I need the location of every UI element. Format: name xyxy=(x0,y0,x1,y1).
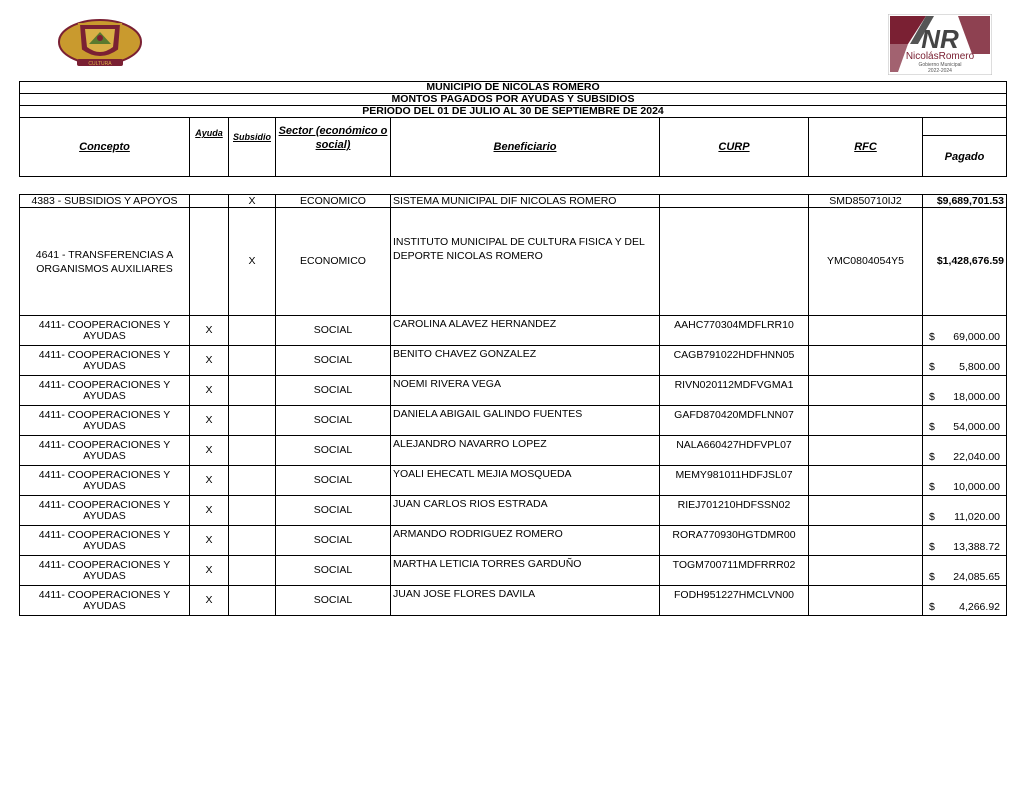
curp-cell: MEMY981011HDFJSL07 xyxy=(660,466,809,496)
rfc-cell xyxy=(809,346,923,376)
pagado-cell: $1,428,676.59 xyxy=(923,208,1007,316)
report-header xyxy=(19,81,1007,177)
column-header-concepto: Concepto xyxy=(20,118,190,177)
currency-symbol: $ xyxy=(929,511,935,523)
ayuda-cell: X xyxy=(190,346,229,376)
beneficiario-line1: INSTITUTO MUNICIPAL DE CULTURA FISICA Y DEL xyxy=(393,236,645,248)
table-row xyxy=(20,556,1007,586)
beneficiario-line2: DEPORTE NICOLAS ROMERO xyxy=(393,250,543,262)
subsidio-cell xyxy=(229,586,276,616)
curp-cell: FODH951227HMCLVN00 xyxy=(660,586,809,616)
ayuda-cell: X xyxy=(190,316,229,346)
pagado-amount: 4,266.92 xyxy=(959,601,1000,613)
beneficiario-cell: MARTHA LETICIA TORRES GARDUÑO xyxy=(391,556,660,586)
ayuda-cell: X xyxy=(190,496,229,526)
beneficiario-cell: YOALI EHECATL MEJIA MOSQUEDA xyxy=(391,466,660,496)
curp-cell: TOGM700711MDFRRR02 xyxy=(660,556,809,586)
pagado-cell xyxy=(923,496,1007,526)
ayuda-cell: X xyxy=(190,436,229,466)
column-header-rfc: RFC xyxy=(809,118,923,177)
concepto-line2: AYUDAS xyxy=(83,389,126,402)
table-row xyxy=(20,436,1007,466)
sector-cell: SOCIAL xyxy=(276,526,391,556)
rfc-cell xyxy=(809,496,923,526)
logo-initials: NR xyxy=(921,24,959,54)
rfc-cell xyxy=(809,376,923,406)
currency-symbol: $ xyxy=(929,601,935,613)
table-row xyxy=(20,526,1007,556)
pagado-cell xyxy=(923,466,1007,496)
sector-cell: ECONOMICO xyxy=(276,195,391,208)
beneficiario-cell xyxy=(391,208,660,316)
concepto-line2: AYUDAS xyxy=(83,329,126,342)
beneficiario-cell: DANIELA ABIGAIL GALINDO FUENTES xyxy=(391,406,660,436)
concepto-line1: 4411- COOPERACIONES Y xyxy=(38,438,171,451)
logo-years: 2022-2024 xyxy=(928,68,952,74)
subsidio-cell xyxy=(229,526,276,556)
column-header-subsidio: Subsidio xyxy=(229,118,276,177)
rfc-cell: YMC0804054Y5 xyxy=(809,208,923,316)
sector-cell: SOCIAL xyxy=(276,406,391,436)
pagado-cell xyxy=(923,376,1007,406)
subsidio-cell xyxy=(229,346,276,376)
pagado-amount: 24,085.65 xyxy=(953,571,1000,583)
beneficiario-cell: JUAN CARLOS RIOS ESTRADA xyxy=(391,496,660,526)
rfc-cell xyxy=(809,586,923,616)
curp-cell: NALA660427HDFVPL07 xyxy=(660,436,809,466)
concepto-line1: 4411- COOPERACIONES Y xyxy=(38,348,171,361)
rfc-cell xyxy=(809,556,923,586)
sector-cell: SOCIAL xyxy=(276,376,391,406)
report-title-municipality: MUNICIPIO DE NICOLAS ROMERO xyxy=(20,82,1007,94)
concepto-line2: AYUDAS xyxy=(83,509,126,522)
ayuda-cell: X xyxy=(190,406,229,436)
table-row xyxy=(20,376,1007,406)
column-header-pagado-cell xyxy=(923,118,1007,177)
curp-cell: RORA770930HGTDMR00 xyxy=(660,526,809,556)
pagado-amount: 18,000.00 xyxy=(953,391,1000,403)
sector-cell: SOCIAL xyxy=(276,436,391,466)
curp-cell xyxy=(660,195,809,208)
subsidio-cell xyxy=(229,376,276,406)
currency-symbol: $ xyxy=(929,391,935,403)
currency-symbol: $ xyxy=(929,571,935,583)
sector-cell: ECONOMICO xyxy=(276,208,391,316)
ayuda-cell xyxy=(190,195,229,208)
curp-cell: RIVN020112MDFVGMA1 xyxy=(660,376,809,406)
column-header-curp: CURP xyxy=(660,118,809,177)
concepto-cell xyxy=(20,466,190,496)
concepto-line2: AYUDAS xyxy=(83,539,126,552)
coat-label: CULTURA xyxy=(88,61,112,67)
sector-cell: SOCIAL xyxy=(276,496,391,526)
ayuda-cell: X xyxy=(190,586,229,616)
currency-symbol: $ xyxy=(929,481,935,493)
pagado-cell xyxy=(923,346,1007,376)
curp-cell: GAFD870420MDFLNN07 xyxy=(660,406,809,436)
pagado-cell xyxy=(923,406,1007,436)
sector-cell: SOCIAL xyxy=(276,586,391,616)
pagado-cell xyxy=(923,436,1007,466)
beneficiario-cell: ALEJANDRO NAVARRO LOPEZ xyxy=(391,436,660,466)
column-header-beneficiario: Beneficiario xyxy=(391,118,660,177)
concepto-cell xyxy=(20,526,190,556)
concepto-line1: 4411- COOPERACIONES Y xyxy=(38,468,171,481)
ayuda-cell xyxy=(190,208,229,316)
rfc-cell xyxy=(809,436,923,466)
column-header-ayuda: Ayuda xyxy=(190,118,229,177)
concepto-line1: 4411- COOPERACIONES Y xyxy=(38,378,171,391)
column-header-sector-line2: social) xyxy=(315,139,351,151)
payments-table xyxy=(19,194,1007,616)
report-title-subject: MONTOS PAGADOS POR AYUDAS Y SUBSIDIOS xyxy=(20,94,1007,106)
concepto-line2: AYUDAS xyxy=(83,599,126,612)
concepto-line2: AYUDAS xyxy=(83,359,126,372)
sector-cell: SOCIAL xyxy=(276,346,391,376)
ayuda-cell: X xyxy=(190,556,229,586)
concepto-line1: 4411- COOPERACIONES Y xyxy=(38,588,171,601)
beneficiario-cell: JUAN JOSE FLORES DAVILA xyxy=(391,586,660,616)
pagado-amount: 13,388.72 xyxy=(953,541,1000,553)
rfc-cell xyxy=(809,466,923,496)
pagado-amount: 11,020.00 xyxy=(954,511,1000,523)
pagado-cell xyxy=(923,316,1007,346)
concepto-line1: 4411- COOPERACIONES Y xyxy=(38,528,171,541)
pagado-amount: 54,000.00 xyxy=(953,421,1000,433)
subsidio-cell xyxy=(229,466,276,496)
concepto-cell xyxy=(20,316,190,346)
table-row xyxy=(20,496,1007,526)
subsidio-cell xyxy=(229,496,276,526)
table-row xyxy=(20,346,1007,376)
concepto-line2: AYUDAS xyxy=(83,449,126,462)
currency-symbol: $ xyxy=(929,451,935,463)
concepto-line1: 4411- COOPERACIONES Y xyxy=(38,408,171,421)
concepto-cell xyxy=(20,586,190,616)
concepto-line1: 4411- COOPERACIONES Y xyxy=(38,318,171,331)
table-row xyxy=(20,586,1007,616)
sector-cell: SOCIAL xyxy=(276,316,391,346)
curp-cell: AAHC770304MDFLRR10 xyxy=(660,316,809,346)
subsidio-cell xyxy=(229,406,276,436)
subsidio-cell: X xyxy=(229,208,276,316)
beneficiario-cell: CAROLINA ALAVEZ HERNANDEZ xyxy=(391,316,660,346)
concepto-cell xyxy=(20,496,190,526)
report-title-period: PERIODO DEL 01 DE JULIO AL 30 DE SEPTIEMBRE DE 2024 xyxy=(20,106,1007,118)
ayuda-cell: X xyxy=(190,526,229,556)
currency-symbol: $ xyxy=(929,421,935,433)
curp-cell: RIEJ701210HDFSSN02 xyxy=(660,496,809,526)
subsidio-cell xyxy=(229,556,276,586)
pagado-cell xyxy=(923,556,1007,586)
concepto-line1: 4411- COOPERACIONES Y xyxy=(38,558,171,571)
sector-cell: SOCIAL xyxy=(276,556,391,586)
currency-symbol: $ xyxy=(929,361,935,373)
pagado-amount: 5,800.00 xyxy=(959,361,1000,373)
concepto-cell xyxy=(20,346,190,376)
nr-government-logo-icon xyxy=(888,14,992,75)
concepto-line2: ORGANISMOS AUXILIARES xyxy=(36,262,173,275)
subsidio-cell xyxy=(229,436,276,466)
currency-symbol: $ xyxy=(929,331,935,343)
logo-name: NicolásRomero xyxy=(905,51,975,62)
concepto-line2: AYUDAS xyxy=(83,419,126,432)
concepto-cell xyxy=(20,556,190,586)
column-header-sector xyxy=(276,118,391,177)
ayuda-cell: X xyxy=(190,376,229,406)
logo-subtitle: Gobierno Municipal xyxy=(918,62,962,68)
rfc-cell xyxy=(809,316,923,346)
table-row xyxy=(20,316,1007,346)
pagado-cell: $9,689,701.53 xyxy=(923,195,1007,208)
rfc-cell: SMD850710IJ2 xyxy=(809,195,923,208)
column-header-sector-line1: Sector (económico o xyxy=(278,125,388,137)
table-row xyxy=(20,208,1007,316)
pagado-cell xyxy=(923,586,1007,616)
concepto-cell xyxy=(20,436,190,466)
subsidio-cell xyxy=(229,316,276,346)
concepto-cell xyxy=(20,376,190,406)
rfc-cell xyxy=(809,406,923,436)
concepto-line1: 4411- COOPERACIONES Y xyxy=(38,498,171,511)
curp-cell: CAGB791022HDFHNN05 xyxy=(660,346,809,376)
pagado-amount: 10,000.00 xyxy=(953,481,1000,493)
concepto-cell xyxy=(20,208,190,316)
column-header-pagado: Pagado xyxy=(944,151,985,163)
subsidio-cell: X xyxy=(229,195,276,208)
currency-symbol: $ xyxy=(929,541,935,553)
pagado-amount: 69,000.00 xyxy=(953,331,1000,343)
curp-cell xyxy=(660,208,809,316)
concepto-line1: 4641 - TRANSFERENCIAS A xyxy=(35,248,174,261)
table-row xyxy=(20,195,1007,208)
beneficiario-cell: SISTEMA MUNICIPAL DIF NICOLAS ROMERO xyxy=(391,195,660,208)
sector-cell: SOCIAL xyxy=(276,466,391,496)
concepto-cell xyxy=(20,406,190,436)
table-row xyxy=(20,466,1007,496)
beneficiario-cell: NOEMI RIVERA VEGA xyxy=(391,376,660,406)
concepto-cell: 4383 - SUBSIDIOS Y APOYOS xyxy=(20,195,190,208)
pagado-cell xyxy=(923,526,1007,556)
beneficiario-cell: BENITO CHAVEZ GONZALEZ xyxy=(391,346,660,376)
concepto-line2: AYUDAS xyxy=(83,569,126,582)
municipal-coat-of-arms-icon xyxy=(57,16,143,68)
table-row xyxy=(20,406,1007,436)
concepto-line2: AYUDAS xyxy=(83,479,126,492)
beneficiario-cell: ARMANDO RODRIGUEZ ROMERO xyxy=(391,526,660,556)
ayuda-cell: X xyxy=(190,466,229,496)
rfc-cell xyxy=(809,526,923,556)
pagado-amount: 22,040.00 xyxy=(953,451,1000,463)
